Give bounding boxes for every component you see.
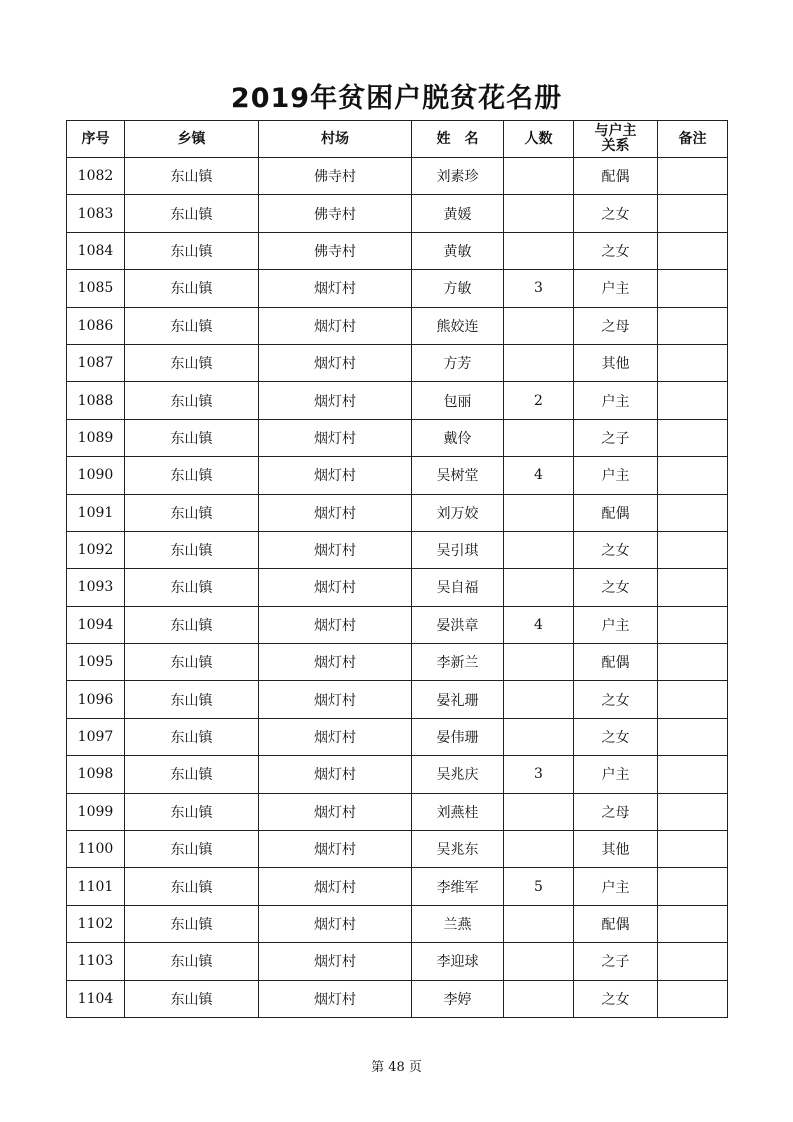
village-cell: 烟灯村 [259,382,412,419]
household-size-cell [504,344,574,381]
serial-cell: 1094 [67,606,125,643]
roster-body [67,158,728,1018]
page-number: 第 48 页 [371,1060,422,1075]
household-size-cell [504,195,574,232]
remarks-cell [658,681,728,718]
relation-cell: 配偶 [574,644,658,681]
remarks-cell [658,419,728,456]
table-row [67,569,728,606]
township-cell: 东山镇 [125,232,259,269]
serial-cell: 1096 [67,681,125,718]
remarks-cell [658,344,728,381]
township-cell: 东山镇 [125,494,259,531]
household-size-cell [504,569,574,606]
name-cell: 熊姣连 [412,307,504,344]
table-row [67,905,728,942]
name-cell: 包丽 [412,382,504,419]
relation-cell: 户主 [574,606,658,643]
village-cell: 佛寺村 [259,232,412,269]
relation-cell: 之女 [574,718,658,755]
village-cell: 烟灯村 [259,606,412,643]
serial-cell: 1083 [67,195,125,232]
relation-cell: 之女 [574,980,658,1017]
relation-cell: 之女 [574,232,658,269]
township-cell: 东山镇 [125,644,259,681]
township-cell: 东山镇 [125,831,259,868]
name-cell: 黄敏 [412,232,504,269]
relation-cell: 配偶 [574,158,658,195]
col-header-relation: 与户主 关系 [574,121,658,158]
township-cell: 东山镇 [125,793,259,830]
roster-table [66,120,728,1018]
remarks-cell [658,307,728,344]
village-cell: 烟灯村 [259,457,412,494]
serial-cell: 1093 [67,569,125,606]
township-cell: 东山镇 [125,531,259,568]
name-cell: 李新兰 [412,644,504,681]
col-header-name: 姓 名 [412,121,504,158]
relation-cell: 配偶 [574,905,658,942]
table-row [67,382,728,419]
village-cell: 烟灯村 [259,531,412,568]
table-row [67,457,728,494]
village-cell: 烟灯村 [259,270,412,307]
table-row [67,195,728,232]
serial-cell: 1084 [67,232,125,269]
relation-cell: 户主 [574,270,658,307]
township-cell: 东山镇 [125,344,259,381]
remarks-cell [658,905,728,942]
name-cell: 吴树堂 [412,457,504,494]
village-cell: 烟灯村 [259,980,412,1017]
serial-cell: 1104 [67,980,125,1017]
remarks-cell [658,232,728,269]
household-size-cell [504,158,574,195]
village-cell: 烟灯村 [259,905,412,942]
name-cell: 吴兆庆 [412,756,504,793]
name-cell: 方敏 [412,270,504,307]
remarks-cell [658,270,728,307]
table-row [67,307,728,344]
serial-cell: 1102 [67,905,125,942]
household-size-cell [504,793,574,830]
remarks-cell [658,868,728,905]
household-size-cell: 2 [504,382,574,419]
table-row [67,980,728,1017]
name-cell: 吴自福 [412,569,504,606]
serial-cell: 1089 [67,419,125,456]
serial-cell: 1097 [67,718,125,755]
remarks-cell [658,531,728,568]
village-cell: 烟灯村 [259,344,412,381]
name-cell: 晏礼珊 [412,681,504,718]
village-cell: 烟灯村 [259,681,412,718]
serial-cell: 1095 [67,644,125,681]
village-cell: 佛寺村 [259,195,412,232]
table-row [67,270,728,307]
township-cell: 东山镇 [125,307,259,344]
remarks-cell [658,943,728,980]
village-cell: 烟灯村 [259,756,412,793]
name-cell: 刘素珍 [412,158,504,195]
table-row [67,793,728,830]
relation-cell: 配偶 [574,494,658,531]
township-cell: 东山镇 [125,980,259,1017]
remarks-cell [658,195,728,232]
name-cell: 李维军 [412,868,504,905]
relation-cell: 户主 [574,382,658,419]
serial-cell: 1103 [67,943,125,980]
name-cell: 李迎球 [412,943,504,980]
col-header-household-size: 人数 [504,121,574,158]
township-cell: 东山镇 [125,569,259,606]
village-cell: 烟灯村 [259,868,412,905]
village-cell: 烟灯村 [259,569,412,606]
village-cell: 烟灯村 [259,419,412,456]
township-cell: 东山镇 [125,195,259,232]
col-header-remarks: 备注 [658,121,728,158]
household-size-cell [504,232,574,269]
name-cell: 兰燕 [412,905,504,942]
township-cell: 东山镇 [125,681,259,718]
serial-cell: 1082 [67,158,125,195]
table-row [67,718,728,755]
household-size-cell [504,718,574,755]
household-size-cell: 4 [504,606,574,643]
name-cell: 李婷 [412,980,504,1017]
name-cell: 黄媛 [412,195,504,232]
remarks-cell [658,831,728,868]
table-row [67,868,728,905]
col-header-township: 乡镇 [125,121,259,158]
remarks-cell [658,980,728,1017]
table-row [67,756,728,793]
serial-cell: 1090 [67,457,125,494]
table-row [67,606,728,643]
remarks-cell [658,644,728,681]
table-row [67,943,728,980]
table-row [67,681,728,718]
relation-cell: 户主 [574,457,658,494]
household-size-cell [504,531,574,568]
header-row [67,121,728,158]
township-cell: 东山镇 [125,718,259,755]
remarks-cell [658,382,728,419]
village-cell: 烟灯村 [259,718,412,755]
table-row [67,531,728,568]
relation-cell: 之女 [574,569,658,606]
col-header-serial: 序号 [67,121,125,158]
relation-cell: 之子 [574,943,658,980]
table-row [67,419,728,456]
household-size-cell [504,831,574,868]
name-cell: 吴引琪 [412,531,504,568]
household-size-cell: 3 [504,270,574,307]
name-cell: 刘燕桂 [412,793,504,830]
household-size-cell [504,943,574,980]
remarks-cell [658,494,728,531]
table-row [67,831,728,868]
serial-cell: 1100 [67,831,125,868]
name-cell: 方芳 [412,344,504,381]
relation-cell: 其他 [574,344,658,381]
table-row [67,232,728,269]
page-title: 2019年贫困户脱贫花名册 [230,83,563,114]
relation-cell: 之母 [574,793,658,830]
serial-cell: 1099 [67,793,125,830]
village-cell: 烟灯村 [259,307,412,344]
township-cell: 东山镇 [125,158,259,195]
township-cell: 东山镇 [125,868,259,905]
household-size-cell [504,681,574,718]
township-cell: 东山镇 [125,270,259,307]
township-cell: 东山镇 [125,457,259,494]
serial-cell: 1101 [67,868,125,905]
name-cell: 晏伟珊 [412,718,504,755]
village-cell: 烟灯村 [259,831,412,868]
village-cell: 佛寺村 [259,158,412,195]
village-cell: 烟灯村 [259,943,412,980]
serial-cell: 1098 [67,756,125,793]
household-size-cell [504,644,574,681]
table-row [67,644,728,681]
relation-cell: 之子 [574,419,658,456]
household-size-cell [504,980,574,1017]
relation-cell: 户主 [574,756,658,793]
name-cell: 刘万姣 [412,494,504,531]
serial-cell: 1088 [67,382,125,419]
name-cell: 晏洪章 [412,606,504,643]
relation-cell: 之女 [574,531,658,568]
household-size-cell: 3 [504,756,574,793]
remarks-cell [658,158,728,195]
relation-cell: 之母 [574,307,658,344]
household-size-cell [504,494,574,531]
village-cell: 烟灯村 [259,793,412,830]
household-size-cell [504,307,574,344]
village-cell: 烟灯村 [259,644,412,681]
serial-cell: 1086 [67,307,125,344]
table-row [67,344,728,381]
remarks-cell [658,606,728,643]
remarks-cell [658,793,728,830]
table-row [67,494,728,531]
village-cell: 烟灯村 [259,494,412,531]
remarks-cell [658,718,728,755]
household-size-cell: 4 [504,457,574,494]
remarks-cell [658,457,728,494]
relation-cell: 其他 [574,831,658,868]
township-cell: 东山镇 [125,606,259,643]
name-cell: 吴兆东 [412,831,504,868]
township-cell: 东山镇 [125,756,259,793]
township-cell: 东山镇 [125,905,259,942]
township-cell: 东山镇 [125,382,259,419]
relation-cell: 之女 [574,195,658,232]
remarks-cell [658,569,728,606]
table-row [67,158,728,195]
township-cell: 东山镇 [125,419,259,456]
serial-cell: 1092 [67,531,125,568]
household-size-cell [504,905,574,942]
township-cell: 东山镇 [125,943,259,980]
household-size-cell [504,419,574,456]
name-cell: 戴伶 [412,419,504,456]
relation-cell: 之女 [574,681,658,718]
remarks-cell [658,756,728,793]
col-header-village: 村场 [259,121,412,158]
serial-cell: 1087 [67,344,125,381]
serial-cell: 1091 [67,494,125,531]
relation-cell: 户主 [574,868,658,905]
household-size-cell: 5 [504,868,574,905]
serial-cell: 1085 [67,270,125,307]
